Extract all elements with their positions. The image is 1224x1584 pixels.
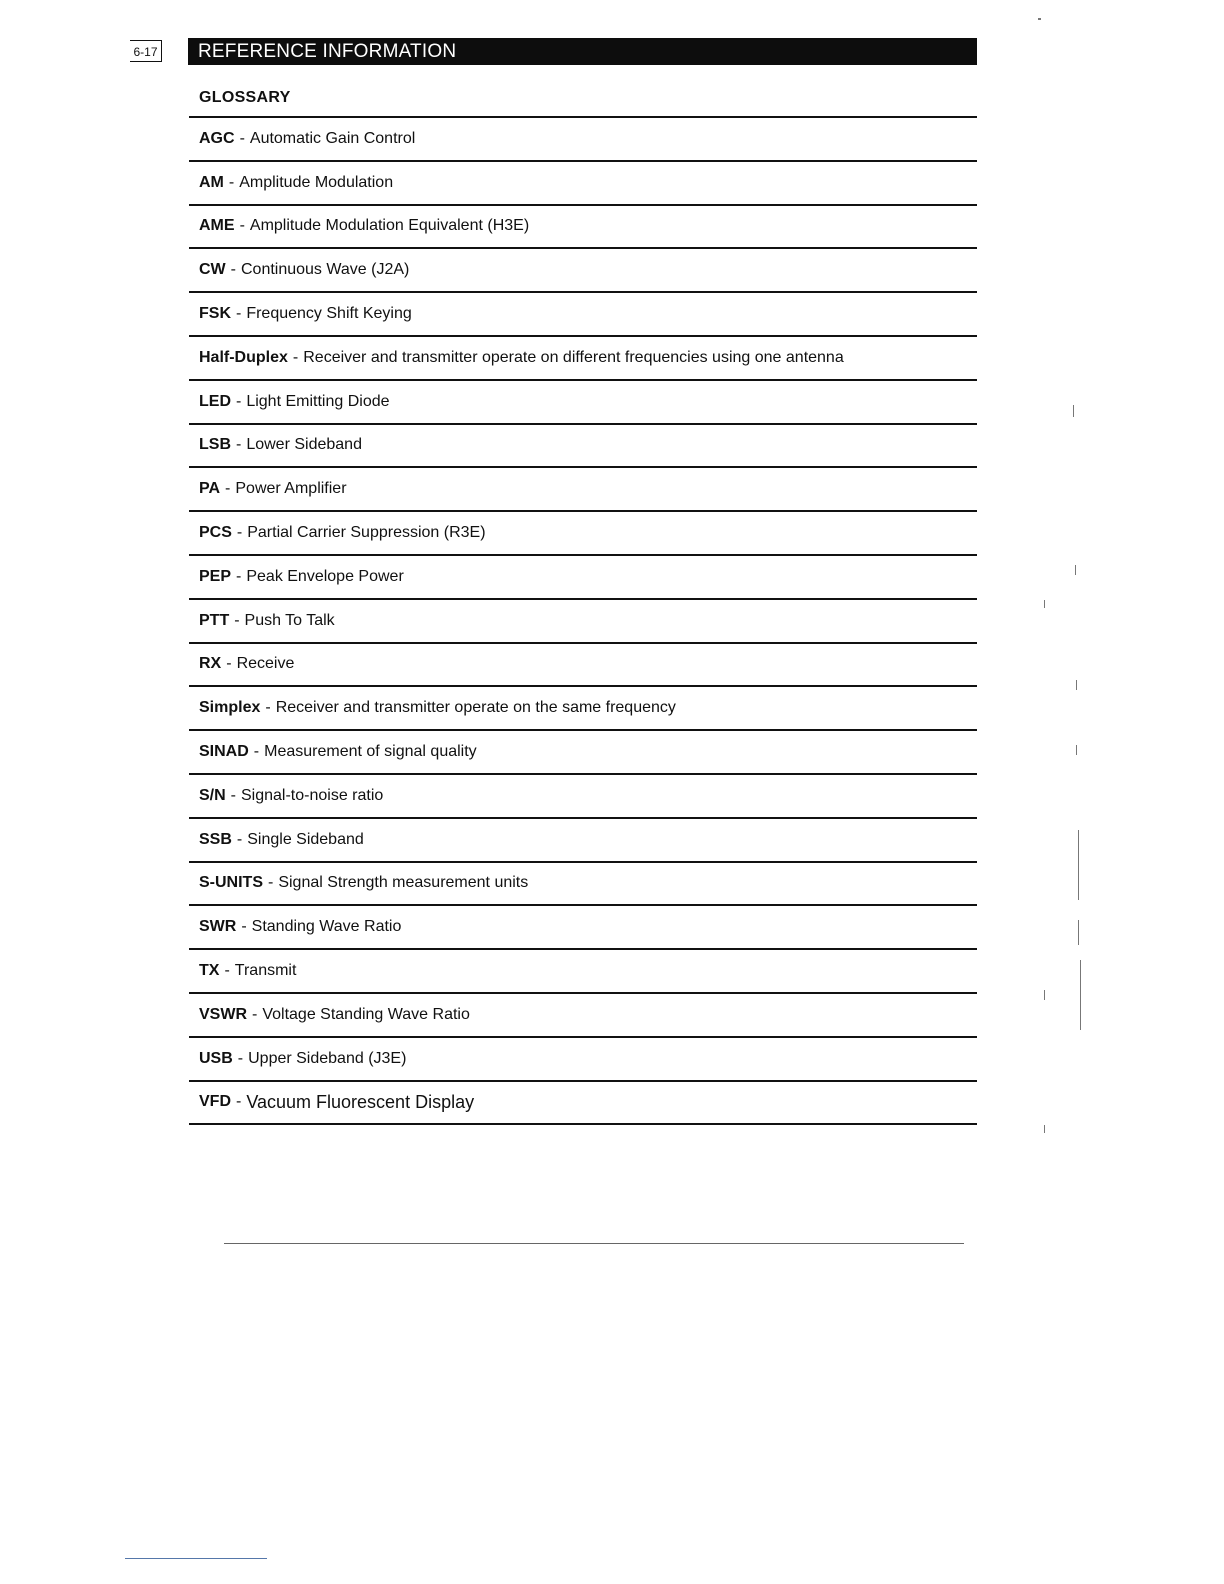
glossary-definition: Receiver and transmitter operate on different frequencies using one antenna (303, 348, 844, 366)
glossary-term: S/N (199, 786, 226, 804)
glossary-entry (189, 425, 977, 469)
scan-speck (1078, 920, 1079, 945)
term-separator: - (225, 480, 231, 498)
glossary-definition: Amplitude Modulation (239, 173, 394, 191)
glossary-definition: Signal Strength measurement units (278, 874, 529, 892)
term-separator: - (252, 1005, 258, 1023)
glossary-definition: Standing Wave Ratio (251, 918, 402, 936)
glossary-entry (189, 644, 977, 688)
term-separator: - (236, 567, 242, 585)
glossary-definition: Vacuum Fluorescent Display (246, 1091, 475, 1112)
scan-speck (1044, 1125, 1045, 1133)
glossary-definition: Transmit (234, 962, 297, 980)
glossary-term: CW (199, 261, 226, 279)
scan-speck (1044, 990, 1045, 1000)
glossary-term: VSWR (199, 1005, 247, 1023)
term-separator: - (230, 261, 236, 279)
footer-rule (125, 1558, 267, 1559)
glossary-definition: Partial Carrier Suppression (R3E) (247, 524, 486, 542)
glossary-term: AM (199, 173, 224, 191)
glossary-term: SSB (199, 830, 232, 848)
glossary-term: RX (199, 655, 222, 673)
glossary-definition: Upper Sideband (J3E) (248, 1049, 407, 1067)
term-separator: - (253, 743, 260, 761)
glossary-entry (189, 906, 977, 950)
term-separator: - (265, 699, 271, 717)
term-separator: - (292, 348, 299, 366)
glossary-definition: Continuous Wave (J2A) (240, 261, 410, 279)
glossary-entry (189, 731, 977, 775)
glossary-entry (189, 337, 977, 381)
glossary-definition: Power Amplifier (235, 480, 347, 498)
glossary-term: LED (199, 392, 231, 410)
glossary-entry (189, 775, 977, 819)
glossary-list (189, 116, 977, 1125)
term-separator: - (236, 392, 242, 410)
glossary-definition: Receive (236, 655, 295, 673)
glossary-entry (189, 687, 977, 731)
term-separator: - (236, 830, 243, 848)
term-separator: - (230, 786, 236, 804)
scan-speck (1044, 600, 1045, 608)
glossary-entry (189, 600, 977, 644)
glossary-term: TX (199, 962, 220, 980)
scan-speck (1073, 405, 1074, 417)
glossary-entry (189, 249, 977, 293)
scan-speck (1076, 745, 1077, 755)
glossary-term: AGC (199, 129, 235, 147)
glossary-definition: Voltage Standing Wave Ratio (262, 1005, 470, 1023)
glossary-term: AME (199, 217, 235, 235)
glossary-entry (189, 863, 977, 907)
bottom-rule (224, 1243, 964, 1244)
term-separator: - (268, 874, 274, 892)
glossary-definition: Receiver and transmitter operate on the same frequency (275, 699, 676, 717)
glossary-entry (189, 512, 977, 556)
glossary-term: PA (199, 480, 221, 498)
glossary-term: Half-Duplex (199, 348, 288, 366)
glossary-title: GLOSSARY (199, 89, 291, 106)
glossary-entry (189, 468, 977, 512)
glossary-definition: Lower Sideband (246, 436, 362, 454)
term-separator: - (237, 1049, 244, 1067)
glossary-entry (189, 206, 977, 250)
glossary-entry (189, 556, 977, 600)
term-separator: - (226, 655, 232, 673)
glossary-definition: Frequency Shift Keying (246, 305, 412, 323)
glossary-term: Simplex (199, 699, 261, 717)
glossary-term: SINAD (199, 743, 249, 761)
glossary-entry (189, 994, 977, 1038)
term-separator: - (239, 217, 245, 235)
glossary-entry (189, 293, 977, 337)
term-separator: - (241, 918, 247, 936)
term-separator: - (234, 611, 240, 629)
scan-speck (1038, 18, 1041, 20)
glossary-definition: Signal-to-noise ratio (241, 786, 384, 804)
section-header: REFERENCE INFORMATION (188, 38, 977, 65)
term-separator: - (236, 1093, 242, 1111)
glossary-definition: Automatic Gain Control (249, 129, 416, 147)
term-separator: - (228, 173, 235, 191)
term-separator: - (239, 129, 245, 147)
scan-speck (1080, 960, 1081, 1030)
glossary-entry (189, 1082, 977, 1126)
glossary-entry (189, 118, 977, 162)
glossary-definition: Push To Talk (244, 611, 335, 629)
page-number: 6-17 (130, 40, 162, 62)
term-separator: - (224, 962, 230, 980)
glossary-term: SWR (199, 918, 237, 936)
glossary-term: PTT (199, 611, 230, 629)
term-separator: - (236, 524, 243, 542)
glossary-term: VFD (199, 1093, 231, 1111)
glossary-entry (189, 381, 977, 425)
glossary-definition: Measurement of signal quality (264, 743, 477, 761)
glossary-definition: Light Emitting Diode (246, 392, 390, 410)
glossary-entry (189, 819, 977, 863)
glossary-term: PCS (199, 524, 232, 542)
scan-speck (1078, 830, 1079, 900)
glossary-term: PEP (199, 567, 232, 585)
glossary-entry (189, 1038, 977, 1082)
term-separator: - (236, 305, 242, 323)
glossary-term: S-UNITS (199, 874, 263, 892)
glossary-term: LSB (199, 436, 231, 454)
term-separator: - (236, 436, 242, 454)
glossary-definition: Peak Envelope Power (246, 567, 404, 585)
glossary-term: FSK (199, 305, 231, 323)
glossary-entry (189, 162, 977, 206)
scan-speck (1075, 565, 1076, 575)
glossary-definition: Amplitude Modulation Equivalent (H3E) (249, 217, 530, 235)
glossary-entry (189, 950, 977, 994)
glossary-term: USB (199, 1049, 233, 1067)
glossary-definition: Single Sideband (247, 830, 364, 848)
scan-speck (1076, 680, 1077, 690)
